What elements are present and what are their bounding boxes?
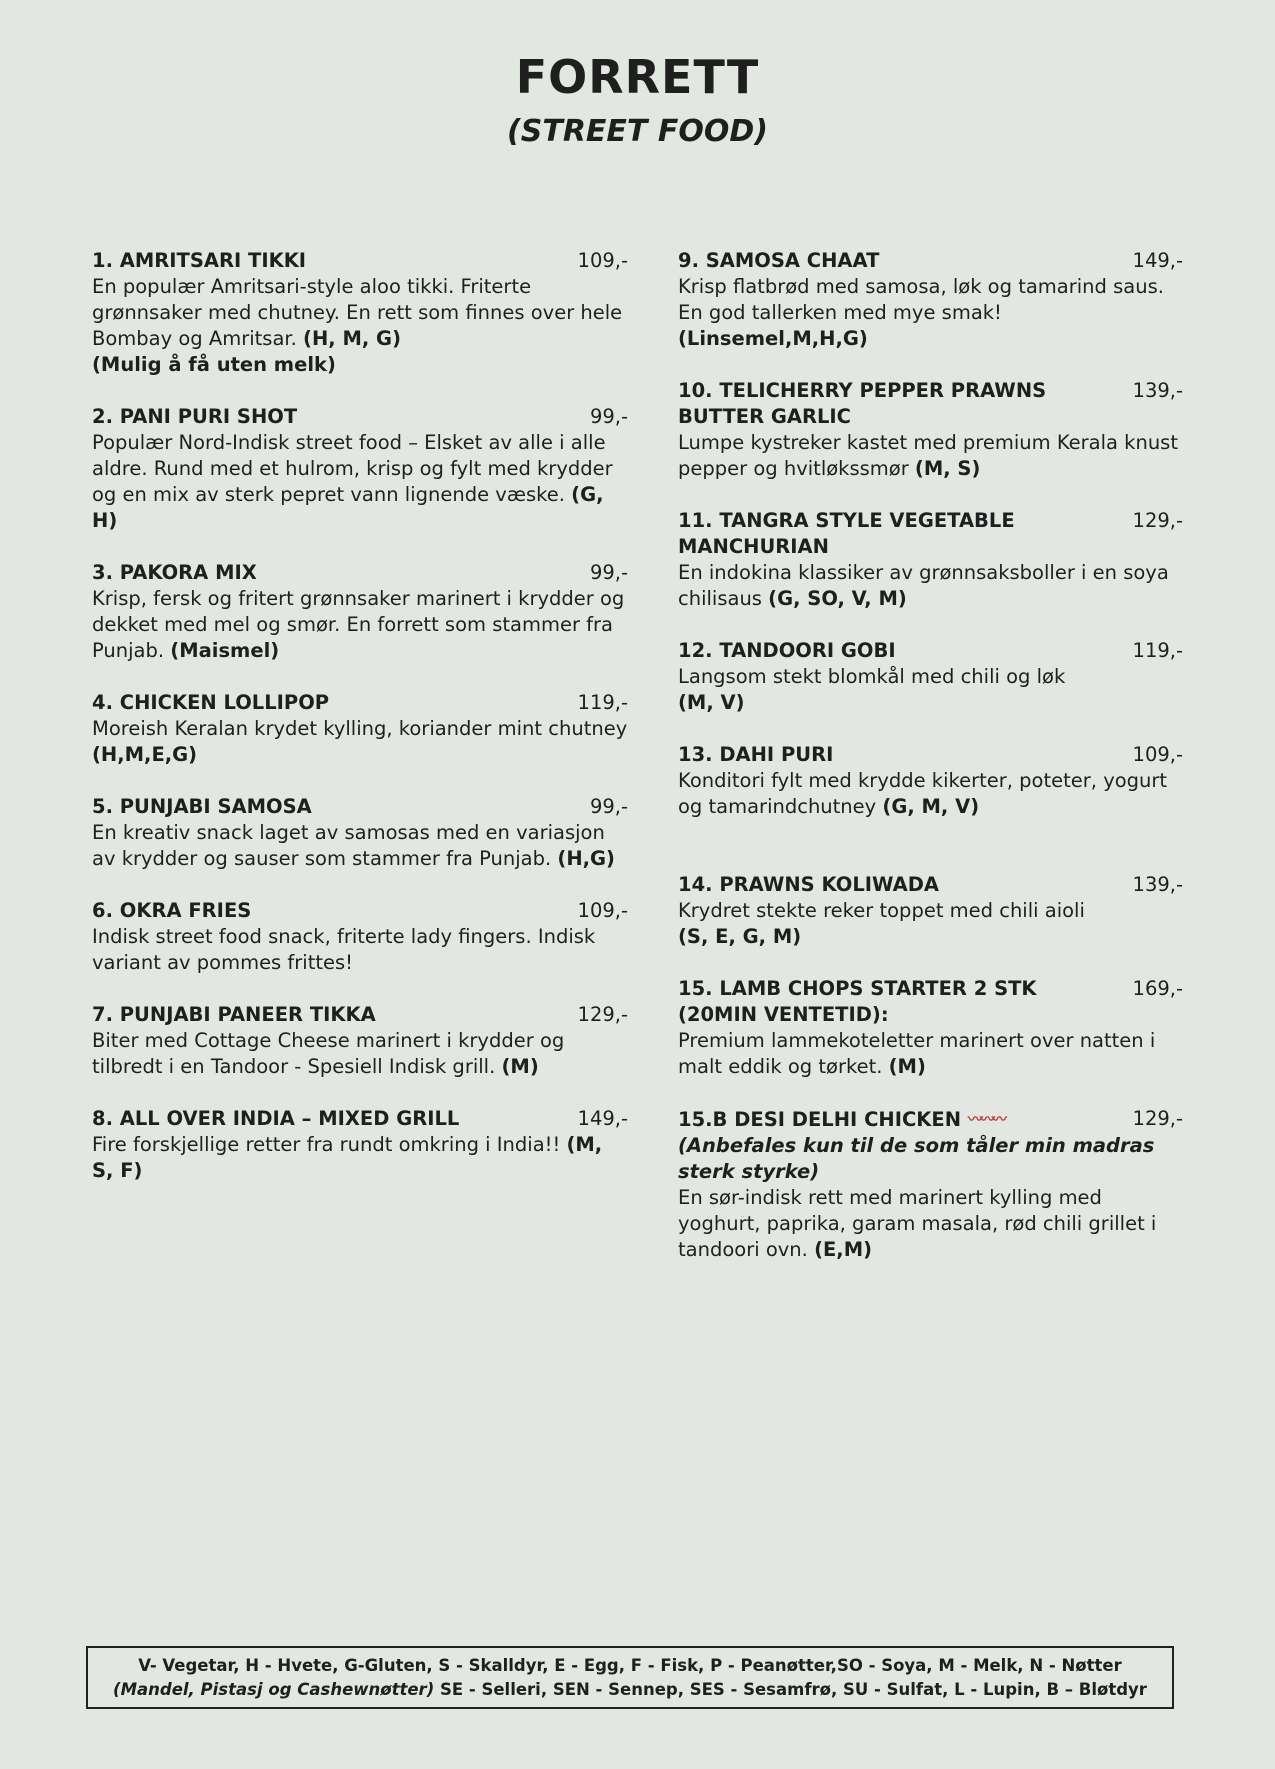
menu-item [678,378,1183,482]
item-allergens: (M) [888,1055,926,1078]
menu-item [678,742,1183,820]
item-allergens: (H,G) [557,847,615,870]
menu-item [92,560,628,664]
item-price: 139,- [1132,379,1183,402]
menu-item [92,248,628,378]
item-price: 119,- [577,691,628,714]
item-price: 99,- [589,405,628,428]
item-description: Krydret stekte reker toppet med chili aioli [678,899,1085,922]
item-description: Indisk street food snack, friterte lady fingers. Indisk variant av pommes frittes! [92,925,596,974]
item-allergens: (H, M, G) [303,327,401,350]
item-name: 15. LAMB CHOPS STARTER 2 STK (20MIN VENTETID): [678,977,1037,1026]
item-allergens: (M) [501,1055,539,1078]
menu-item [678,1106,1183,1263]
menu-item [92,1106,628,1184]
allergen-legend [86,1646,1174,1709]
legend-line-2: (Mandel, Pistasj og Cashewnøtter) SE - Selleri, SEN - Sennep, SES - Sesamfrø, SU - Sulfat, L - Lupin, B – Bløtdyr [113,1680,1147,1699]
menu-item [678,976,1183,1080]
item-price: 109,- [577,249,628,272]
page-title: FORRETT [515,50,760,104]
item-allergens: (S, E, G, M) [678,925,802,948]
item-allergens: (G, H) [92,483,604,532]
item-price: 109,- [1132,743,1183,766]
item-price: 119,- [1132,639,1183,662]
menu-item [92,404,628,534]
menu-item [92,690,628,768]
item-allergens: (H,M,E,G) [92,743,198,766]
item-name: 8. ALL OVER INDIA – MIXED GRILL [92,1107,460,1130]
item-price: 109,- [577,899,628,922]
item-description: Krisp, fersk og fritert grønnsaker marinert i krydder og dekket med mel og smør. En forrett som stammer fra Punjab. (Maismel) [92,587,625,662]
menu-item [92,1002,628,1080]
item-allergens: (Maismel) [170,639,280,662]
page-subtitle: (STREET FOOD) [507,114,768,149]
item-price: 139,- [1132,873,1183,896]
item-description: Moreish Keralan krydet kylling, koriander mint chutney (H,M,E,G) [92,717,628,766]
item-name: 14. PRAWNS KOLIWADA [678,873,940,896]
item-note: (Anbefales kun til de som tåler min madras sterk styrke) [678,1134,1155,1183]
item-description: Konditori fylt med krydde kikerter, poteter, yogurt og tamarindchutney (G, M, V) [678,769,1168,818]
menu-item [92,794,628,872]
item-price: 129,- [577,1003,628,1026]
item-price: 149,- [577,1107,628,1130]
menu-item [92,898,628,976]
item-description: Premium lammekoteletter marinert over natten i malt eddik og tørket. (M) [678,1029,1156,1078]
item-description: Fire forskjellige retter fra rundt omkring i India!! (M, S, F) [92,1133,603,1182]
menu-item [678,248,1183,352]
item-name: 5. PUNJABI SAMOSA [92,795,312,818]
legend-line-1: V- Vegetar, H - Hvete, G-Gluten, S - Skalldyr, E - Egg, F - Fisk, P - Peanøtter,SO - Soya, M - Melk, N - Nøtter [138,1656,1122,1675]
item-description: Langsom stekt blomkål med chili og løk [678,665,1066,688]
item-name: 15.B DESI DELHI CHICKEN [678,1108,962,1131]
item-description: En sør-indisk rett med marinert kylling med yoghurt, paprika, garam masala, rød chili grillet i tandoori ovn. (E,M) [678,1186,1157,1261]
item-description: Biter med Cottage Cheese marinert i krydder og tilbredt i en Tandoor - Spesiell Indisk grill. (M) [92,1029,565,1078]
item-allergens: (M, S, F) [92,1133,603,1182]
item-price: 129,- [1132,1107,1183,1130]
item-name: 9. SAMOSA CHAAT [678,249,880,272]
item-note: (Mulig å få uten melk) [92,353,336,376]
menu-item [678,872,1183,950]
item-name: 2. PANI PURI SHOT [92,405,298,428]
item-name: 1. AMRITSARI TIKKI [92,249,307,272]
item-allergens: (Linsemel,M,H,G) [678,327,868,350]
menu-item [678,638,1183,716]
item-name: 4. CHICKEN LOLLIPOP [92,691,330,714]
menu-column-left [92,248,628,1184]
item-allergens: (E,M) [814,1238,873,1261]
item-description: Krisp flatbrød med samosa, løk og tamarind saus. En god tallerken med mye smak! [678,275,1164,324]
item-description: En kreativ snack laget av samosas med en variasjon av krydder og sauser som stammer fra Punjab. (H,G) [92,821,615,870]
item-price: 129,- [1132,509,1183,532]
item-price: 169,- [1132,977,1183,1000]
item-price: 99,- [589,795,628,818]
item-name: 3. PAKORA MIX [92,561,257,584]
menu-item [678,508,1183,612]
item-name-row [678,1106,1183,1133]
item-allergens: (G, M, V) [882,795,980,818]
item-description: En populær Amritsari-style aloo tikki. Friterte grønnsaker med chutney. En rett som finnes over hele Bombay og Amritsar. (H, M, G) [92,275,623,350]
item-name: 11. TANGRA STYLE VEGETABLE MANCHURIAN [678,509,1015,558]
menu-column-right [678,248,1183,1263]
item-name: 10. TELICHERRY PEPPER PRAWNS BUTTER GARLIC [678,379,1047,428]
item-allergens: (G, SO, V, M) [768,587,907,610]
item-description: Populær Nord-Indisk street food – Elsket av alle i alle aldre. Rund med et hulrom, krisp og fylt med krydder og en mix av sterk pepret vann lignende væske. (G, H) [92,431,613,532]
item-description: En indokina klassiker av grønnsaksboller i en soya chilisaus (G, SO, V, M) [678,561,1169,610]
item-price: 99,- [589,561,628,584]
item-price: 149,- [1132,249,1183,272]
item-name: 7. PUNJABI PANEER TIKKA [92,1003,376,1026]
item-allergens: (M, S) [914,457,981,480]
item-name: 12. TANDOORI GOBI [678,639,896,662]
item-description: Lumpe kystreker kastet med premium Kerala knust pepper og hvitløkssmør (M, S) [678,431,1178,480]
item-name: 6. OKRA FRIES [92,899,252,922]
item-allergens: (M, V) [678,691,745,714]
item-name: 13. DAHI PURI [678,743,834,766]
chili-pepper-icon: 〰〰〰 [967,1110,1004,1128]
